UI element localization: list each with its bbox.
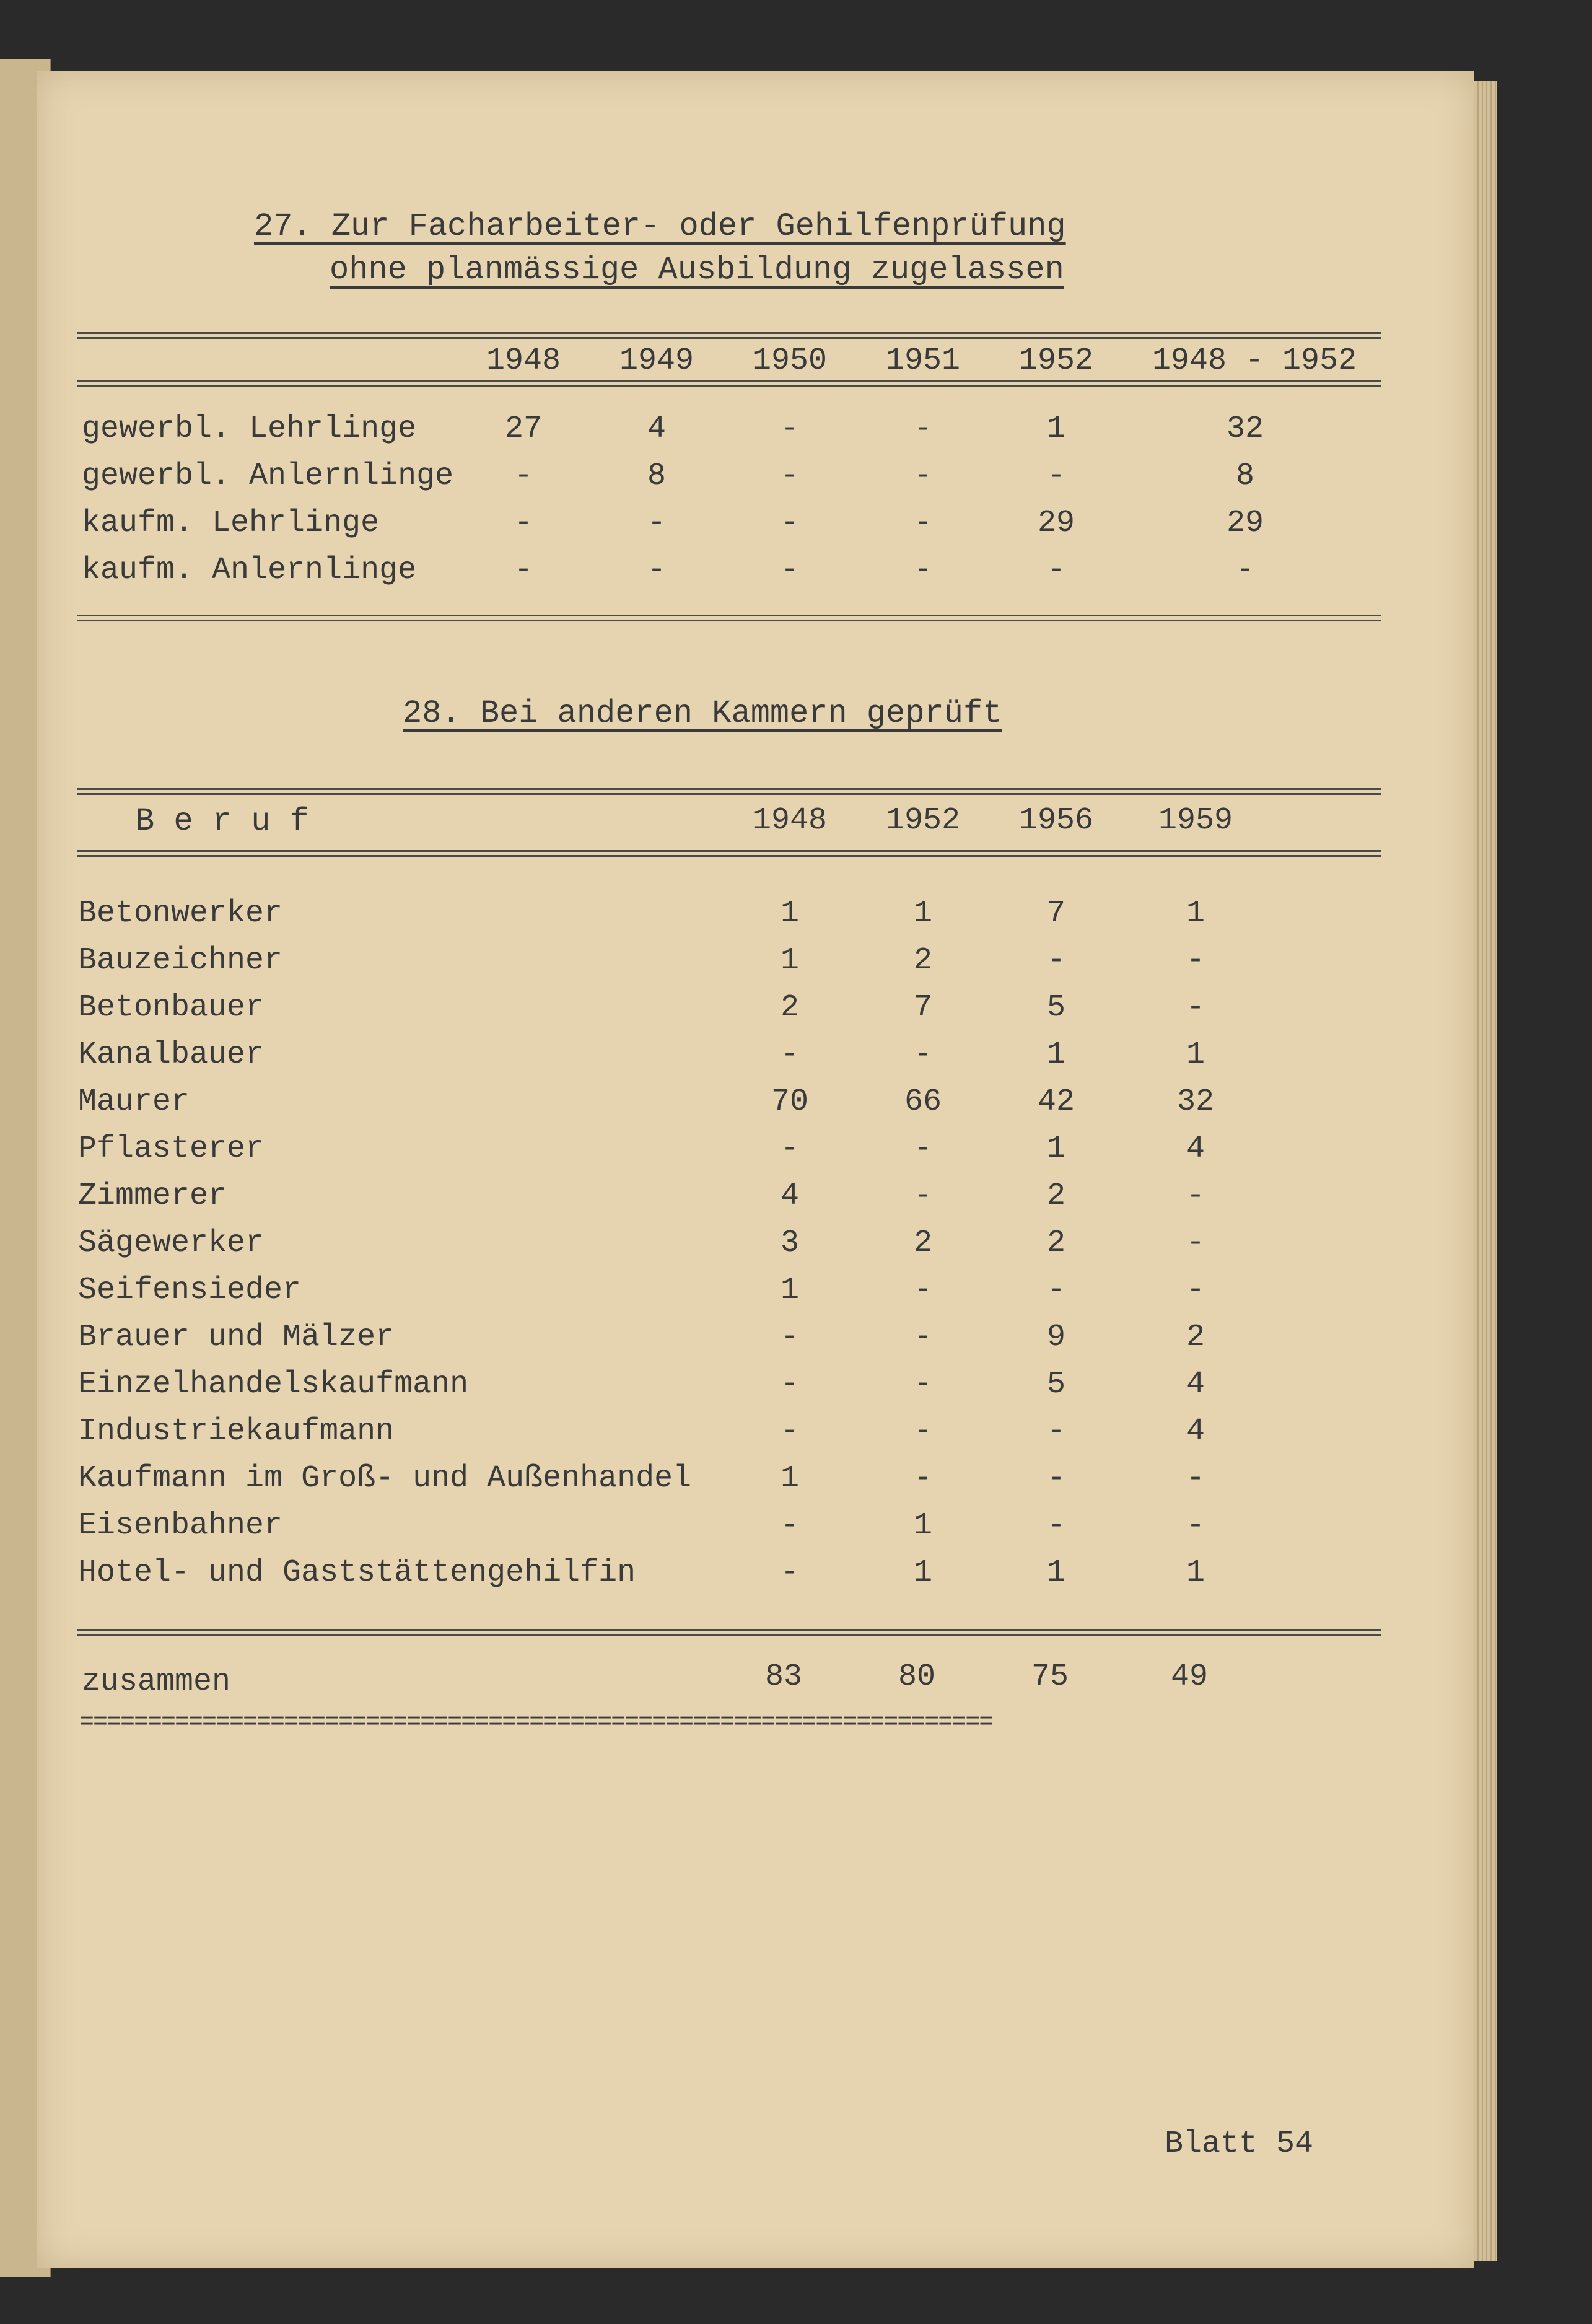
section27-cell: - [647, 553, 666, 588]
section28-cell: 2 [913, 1226, 932, 1261]
section27-cell: 4 [647, 411, 666, 447]
section27-cell: - [514, 458, 533, 494]
section28-cell: - [1186, 1461, 1205, 1496]
section27-row-label: gewerbl. Lehrlinge [82, 411, 417, 447]
section28-cell: 1 [1046, 1037, 1065, 1072]
section28-cell: 1 [1186, 896, 1205, 931]
section28-cell: 4 [1186, 1414, 1205, 1449]
section28-cell: 1 [1186, 1555, 1205, 1590]
section28-cell: - [1186, 990, 1205, 1025]
section28-cell: 1 [913, 1555, 932, 1590]
section28-row-label: Einzelhandelskaufmann [78, 1367, 469, 1402]
section27-cell: - [514, 506, 533, 541]
section28-row-label: Kanalbauer [78, 1037, 265, 1072]
section28-cell: - [913, 1414, 932, 1449]
section28-col-header: 1959 [1158, 803, 1233, 838]
section28-row-label: Hotel- und Gaststättengehilfin [78, 1555, 636, 1590]
section27-cell: 32 [1226, 411, 1264, 447]
section28-row-label: Bauzeichner [78, 943, 283, 978]
section27-row-label: kaufm. Lehrlinge [82, 506, 380, 541]
section27-cell: - [780, 458, 799, 494]
section27-cell: 1 [1046, 411, 1065, 447]
section27-col-header: 1950 [752, 343, 828, 379]
section28-cell: - [1186, 1273, 1205, 1308]
section28-cell: - [1046, 943, 1065, 978]
section28-cell: - [913, 1037, 932, 1072]
section27-cell: 8 [647, 458, 666, 494]
page-stack-edge [1474, 81, 1497, 2261]
section28-cell: 3 [780, 1226, 799, 1261]
section27-cell: - [913, 553, 932, 588]
section28-cell: - [913, 1131, 932, 1167]
section28-cell: 66 [904, 1084, 942, 1120]
section28-row-label: Seifensieder [78, 1273, 302, 1308]
section28-total-cell: 75 [1031, 1659, 1069, 1695]
section28-cell: 70 [771, 1084, 808, 1120]
section28-cell: - [913, 1320, 932, 1355]
section28-cell: - [780, 1367, 799, 1402]
section28-cell: 4 [1186, 1367, 1205, 1402]
total-label: zusammen [82, 1664, 231, 1699]
section27-cell: 27 [504, 411, 542, 447]
section27-cell: 29 [1226, 506, 1264, 541]
section28-cell: 32 [1176, 1084, 1214, 1120]
section28-total-cell: 83 [764, 1659, 802, 1695]
section28-cell: 1 [780, 1273, 799, 1308]
section28-row-label: Betonbauer [78, 990, 265, 1025]
section28-cell: - [780, 1037, 799, 1072]
section28-title: 28. Bei anderen Kammern geprüft [403, 695, 1002, 732]
section27-row-label: gewerbl. Anlernlinge [82, 458, 454, 494]
section28-header-rule [77, 850, 1381, 852]
section27-col-header: 1951 [885, 343, 961, 379]
section28-row-label: Kaufmann im Groß- und Außenhandel [78, 1461, 692, 1496]
section27-title-line1: 27. Zur Facharbeiter- oder Gehilfenprüfung [254, 208, 1066, 245]
section28-header-label: B e r u f [135, 803, 309, 840]
section27-cell: 29 [1037, 506, 1075, 541]
section28-cell: 2 [780, 990, 799, 1025]
section27-cell: - [913, 458, 932, 494]
double-underline: =================================================================== [79, 1709, 993, 1737]
document-page [37, 71, 1474, 2268]
section28-cell: - [1186, 943, 1205, 978]
section28-cell: - [1046, 1273, 1065, 1308]
page-number: Blatt 54 [1165, 2126, 1314, 2162]
section27-col-header: 1948 - 1952 [1152, 343, 1357, 379]
section28-cell: - [913, 1461, 932, 1496]
section27-cell: - [913, 506, 932, 541]
section28-cell: 2 [913, 943, 932, 978]
section28-cell: 4 [780, 1178, 799, 1214]
section28-cell: 9 [1046, 1320, 1065, 1355]
section28-row-label: Brauer und Mälzer [78, 1320, 395, 1355]
section27-title-line2: ohne planmässige Ausbildung zugelassen [330, 252, 1064, 288]
section28-row-label: Eisenbahner [78, 1508, 283, 1543]
section28-col-header: 1952 [885, 803, 961, 838]
section28-cell: 7 [913, 990, 932, 1025]
section28-cell: - [913, 1178, 932, 1214]
section28-cell: 2 [1046, 1226, 1065, 1261]
section28-row-label: Maurer [78, 1084, 190, 1120]
section28-total-cell: 80 [898, 1659, 935, 1695]
section28-cell: - [913, 1273, 932, 1308]
section28-cell: 2 [1186, 1320, 1205, 1355]
section28-cell: - [1186, 1508, 1205, 1543]
section27-header-rule [77, 380, 1381, 382]
section28-cell: 1 [913, 1508, 932, 1543]
section28-total-cell: 49 [1170, 1659, 1208, 1695]
section28-cell: 5 [1046, 990, 1065, 1025]
section27-col-header: 1952 [1018, 343, 1094, 379]
section28-col-header: 1956 [1018, 803, 1094, 838]
section28-top-rule [77, 788, 1381, 790]
section28-cell: 2 [1046, 1178, 1065, 1214]
section28-cell: 1 [780, 896, 799, 931]
section28-cell: - [780, 1131, 799, 1167]
section27-top-rule [77, 332, 1381, 334]
section27-cell: - [647, 506, 666, 541]
section27-cell: - [1235, 553, 1254, 588]
section28-row-label: Sägewerker [78, 1226, 265, 1261]
section28-col-header: 1948 [752, 803, 828, 838]
section27-row-label: kaufm. Anlernlinge [82, 553, 417, 588]
section28-cell: - [1046, 1508, 1065, 1543]
section27-bottom-rule [77, 615, 1381, 616]
section28-row-label: Betonwerker [78, 896, 283, 931]
section27-cell: - [780, 411, 799, 447]
section27-cell: - [1046, 458, 1065, 494]
section27-col-header: 1949 [619, 343, 694, 379]
section27-cell: - [1046, 553, 1065, 588]
section27-col-header: 1948 [486, 343, 561, 379]
section28-cell: - [780, 1414, 799, 1449]
section28-cell: - [780, 1555, 799, 1590]
section28-cell: 7 [1046, 896, 1065, 931]
section28-total-rule [77, 1629, 1381, 1631]
section28-cell: 1 [1046, 1131, 1065, 1167]
section28-cell: - [1186, 1178, 1205, 1214]
section28-cell: 1 [913, 896, 932, 931]
section28-cell: - [780, 1508, 799, 1543]
section27-cell: - [913, 411, 932, 447]
section28-cell: - [1046, 1461, 1065, 1496]
section27-cell: - [780, 506, 799, 541]
section27-cell: - [780, 553, 799, 588]
section28-cell: 42 [1037, 1084, 1075, 1120]
section28-cell: 1 [1046, 1555, 1065, 1590]
section28-cell: 1 [780, 1461, 799, 1496]
section28-cell: - [780, 1320, 799, 1355]
section28-row-label: Industriekaufmann [78, 1414, 395, 1449]
section28-row-label: Pflasterer [78, 1131, 265, 1167]
section28-cell: - [1186, 1226, 1205, 1261]
section28-cell: - [1046, 1414, 1065, 1449]
section27-cell: 8 [1235, 458, 1254, 494]
section28-cell: 1 [1186, 1037, 1205, 1072]
section28-cell: 5 [1046, 1367, 1065, 1402]
section28-cell: 4 [1186, 1131, 1205, 1167]
section28-cell: - [913, 1367, 932, 1402]
section28-row-label: Zimmerer [78, 1178, 227, 1214]
section27-cell: - [514, 553, 533, 588]
section28-cell: 1 [780, 943, 799, 978]
